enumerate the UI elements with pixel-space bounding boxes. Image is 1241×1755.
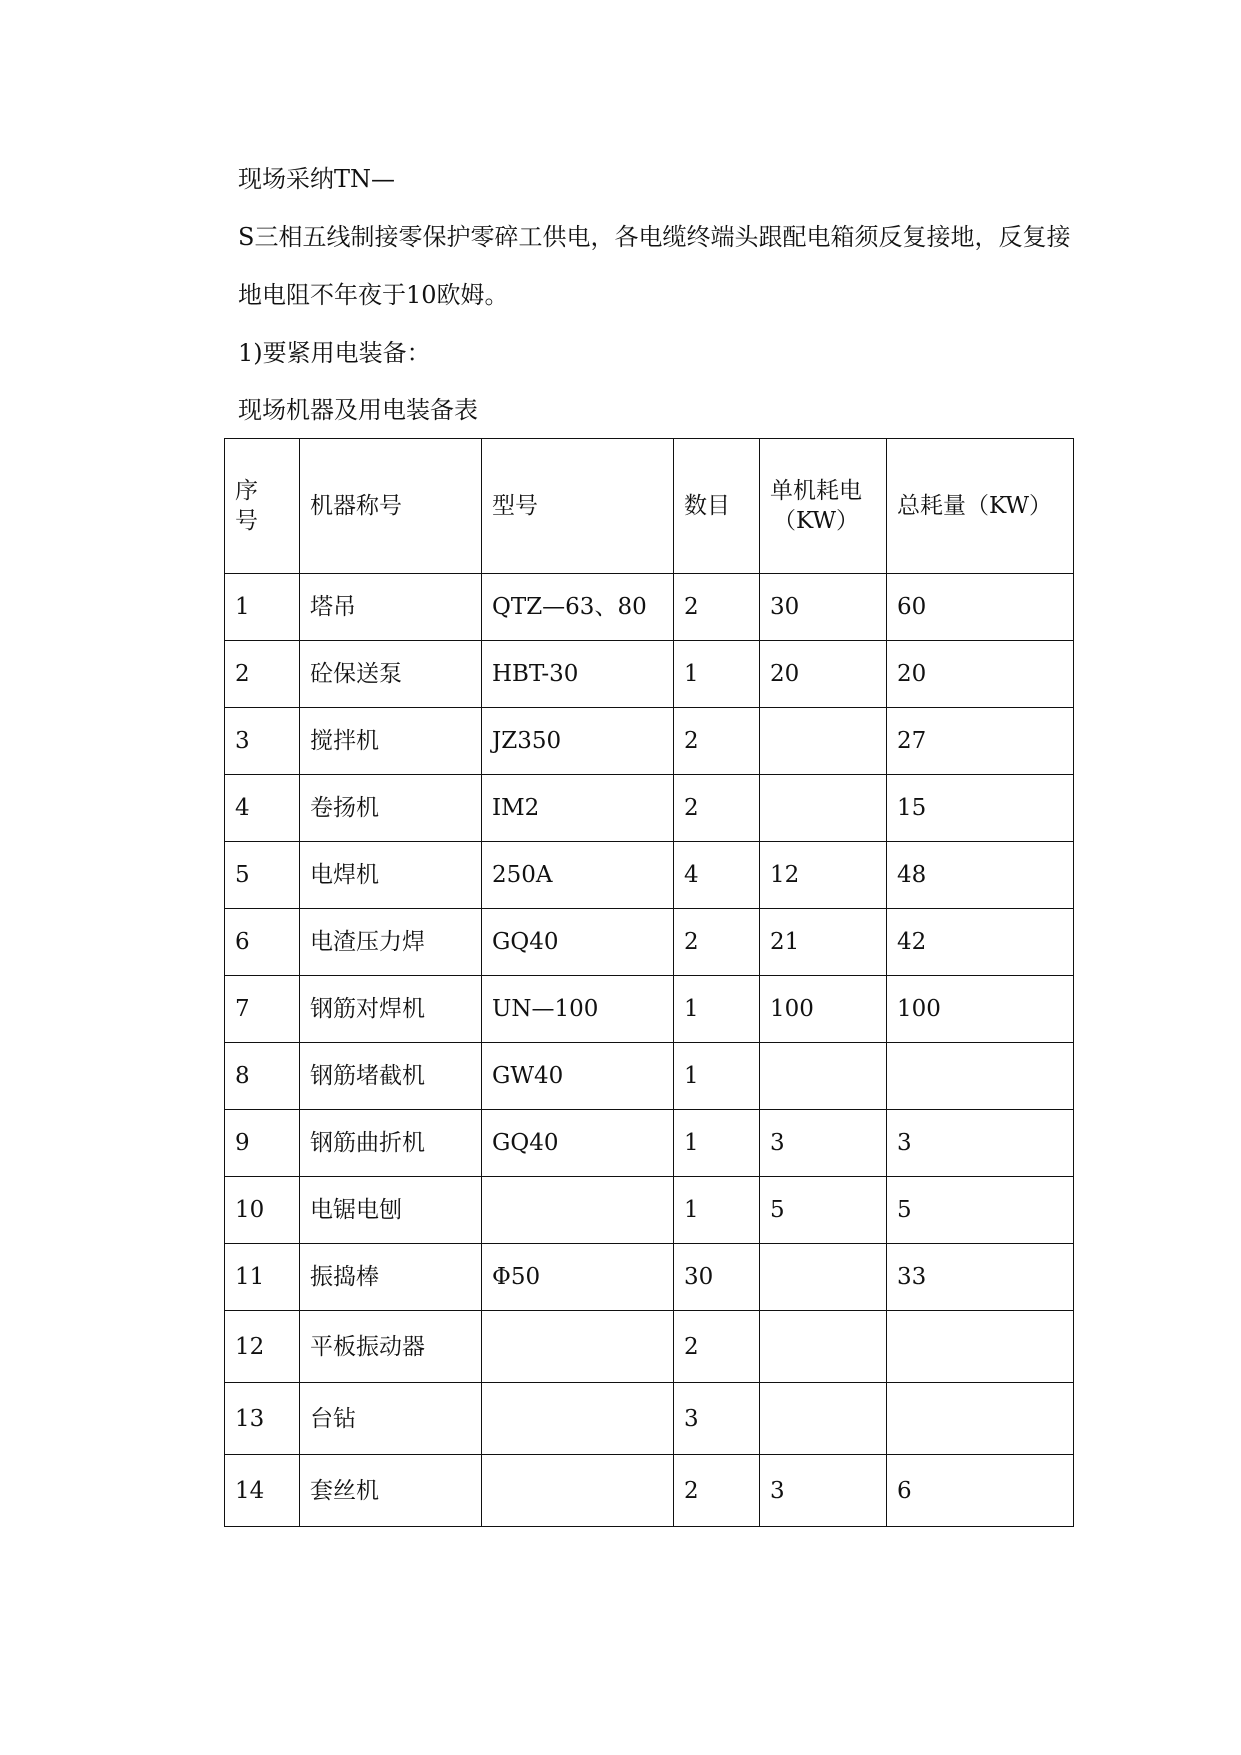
cell-qty: 4 (674, 842, 760, 909)
cell-qty: 1 (674, 976, 760, 1043)
cell-unit-kw: 3 (760, 1455, 887, 1527)
cell-name: 钢筋对焊机 (300, 976, 482, 1043)
table-row (225, 1455, 1074, 1527)
cell-qty: 30 (674, 1244, 760, 1311)
cell-no: 10 (225, 1177, 300, 1244)
table-row (225, 641, 1074, 708)
cell-name: 平板振动器 (300, 1311, 482, 1383)
table-row (225, 574, 1074, 641)
cell-total-kw: 48 (887, 842, 1074, 909)
cell-unit-kw (760, 708, 887, 775)
cell-total-kw: 5 (887, 1177, 1074, 1244)
table-row (225, 976, 1074, 1043)
table-caption: 现场机器及用电装备表 (238, 396, 478, 424)
cell-no: 8 (225, 1043, 300, 1110)
cell-model: GW40 (482, 1043, 674, 1110)
cell-name: 套丝机 (300, 1455, 482, 1527)
cell-qty: 1 (674, 1177, 760, 1244)
cell-no: 11 (225, 1244, 300, 1311)
cell-name: 振捣棒 (300, 1244, 482, 1311)
equipment-table (224, 438, 1074, 1527)
paragraph-intro-line2: S三相五线制接零保护零碎工供电，各电缆终端头跟配电箱须反复接地，反复接 (238, 223, 1071, 251)
cell-qty: 2 (674, 909, 760, 976)
cell-total-kw: 60 (887, 574, 1074, 641)
cell-total-kw: 100 (887, 976, 1074, 1043)
cell-model: QTZ—63、80 (482, 574, 674, 641)
header-cell-name: 机器称号 (300, 439, 482, 574)
paragraph-intro-line3: 地电阻不年夜于10欧姆。 (238, 281, 509, 309)
cell-name: 塔吊 (300, 574, 482, 641)
cell-model: GQ40 (482, 909, 674, 976)
cell-model: JZ350 (482, 708, 674, 775)
table-row (225, 708, 1074, 775)
cell-no: 1 (225, 574, 300, 641)
cell-no: 2 (225, 641, 300, 708)
cell-unit-kw: 3 (760, 1110, 887, 1177)
cell-qty: 1 (674, 1110, 760, 1177)
cell-unit-kw (760, 775, 887, 842)
cell-unit-kw: 20 (760, 641, 887, 708)
table-row (225, 1383, 1074, 1455)
table-header-row (225, 439, 1074, 574)
cell-total-kw: 42 (887, 909, 1074, 976)
cell-total-kw: 27 (887, 708, 1074, 775)
table-row (225, 842, 1074, 909)
header-cell-unit-kw (760, 439, 887, 574)
header-unit-kw-line1: 单机耗电 (770, 478, 862, 504)
cell-total-kw: 20 (887, 641, 1074, 708)
cell-model (482, 1311, 674, 1383)
cell-no: 3 (225, 708, 300, 775)
section-heading: 1)要紧用电装备： (238, 339, 431, 367)
cell-qty: 2 (674, 775, 760, 842)
cell-unit-kw (760, 1383, 887, 1455)
cell-no: 4 (225, 775, 300, 842)
cell-no: 13 (225, 1383, 300, 1455)
cell-model: HBT-30 (482, 641, 674, 708)
cell-no: 6 (225, 909, 300, 976)
cell-total-kw (887, 1311, 1074, 1383)
cell-qty: 3 (674, 1383, 760, 1455)
header-cell-qty: 数目 (674, 439, 760, 574)
cell-unit-kw: 5 (760, 1177, 887, 1244)
cell-unit-kw: 30 (760, 574, 887, 641)
cell-total-kw: 3 (887, 1110, 1074, 1177)
table-row (225, 909, 1074, 976)
cell-qty: 2 (674, 574, 760, 641)
cell-no: 12 (225, 1311, 300, 1383)
cell-total-kw (887, 1383, 1074, 1455)
cell-name: 电渣压力焊 (300, 909, 482, 976)
header-unit-kw-line2: （KW） (772, 508, 859, 534)
header-no-line2: 号 (235, 508, 258, 534)
cell-total-kw: 33 (887, 1244, 1074, 1311)
cell-model (482, 1177, 674, 1244)
cell-model (482, 1455, 674, 1527)
cell-unit-kw (760, 1311, 887, 1383)
paragraph-intro-line1: 现场采纳TN— (238, 165, 396, 193)
table-row (225, 1043, 1074, 1110)
cell-unit-kw (760, 1043, 887, 1110)
cell-model: UN—100 (482, 976, 674, 1043)
cell-name: 搅拌机 (300, 708, 482, 775)
cell-name: 台钻 (300, 1383, 482, 1455)
cell-model: IM2 (482, 775, 674, 842)
cell-qty: 2 (674, 1455, 760, 1527)
cell-model: Φ50 (482, 1244, 674, 1311)
cell-name: 钢筋曲折机 (300, 1110, 482, 1177)
cell-no: 9 (225, 1110, 300, 1177)
cell-unit-kw (760, 1244, 887, 1311)
cell-unit-kw: 21 (760, 909, 887, 976)
header-no-line1: 序 (235, 478, 258, 504)
cell-total-kw (887, 1043, 1074, 1110)
cell-qty: 1 (674, 641, 760, 708)
cell-no: 14 (225, 1455, 300, 1527)
cell-model: 250A (482, 842, 674, 909)
cell-qty: 1 (674, 1043, 760, 1110)
cell-name: 卷扬机 (300, 775, 482, 842)
cell-model: GQ40 (482, 1110, 674, 1177)
cell-qty: 2 (674, 708, 760, 775)
table-row (225, 1311, 1074, 1383)
cell-name: 电焊机 (300, 842, 482, 909)
cell-model (482, 1383, 674, 1455)
table-row (225, 1177, 1074, 1244)
table-row (225, 775, 1074, 842)
table-row (225, 1244, 1074, 1311)
cell-total-kw: 15 (887, 775, 1074, 842)
cell-unit-kw: 100 (760, 976, 887, 1043)
header-cell-model: 型号 (482, 439, 674, 574)
cell-unit-kw: 12 (760, 842, 887, 909)
cell-qty: 2 (674, 1311, 760, 1383)
cell-name: 砼保送泵 (300, 641, 482, 708)
header-cell-total-kw: 总耗量（KW） (887, 439, 1074, 574)
header-cell-no (225, 439, 300, 574)
cell-no: 5 (225, 842, 300, 909)
table-row (225, 1110, 1074, 1177)
cell-name: 钢筋堵截机 (300, 1043, 482, 1110)
cell-total-kw: 6 (887, 1455, 1074, 1527)
cell-name: 电锯电刨 (300, 1177, 482, 1244)
cell-no: 7 (225, 976, 300, 1043)
